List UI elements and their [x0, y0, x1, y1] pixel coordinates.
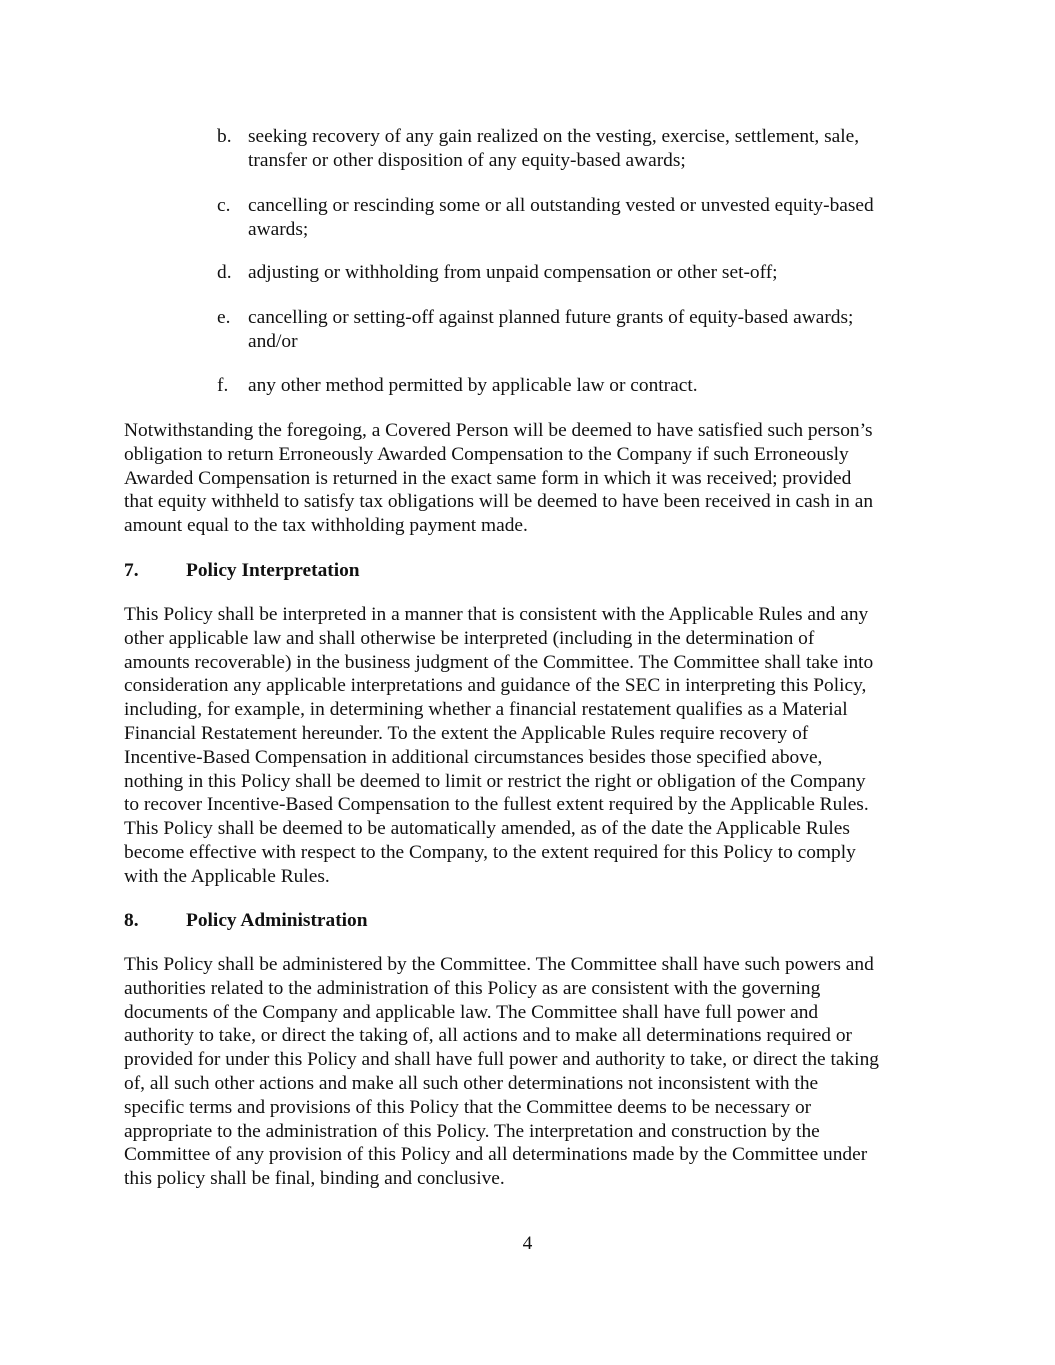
- text-line: appropriate to the administration of this Policy. The interpretation and construction by the: [124, 1120, 820, 1142]
- text-line: cancelling or rescinding some or all outstanding vested or unvested equity-based: [248, 195, 874, 216]
- text-line: documents of the Company and applicable law. The Committee shall have full power and: [124, 1001, 819, 1023]
- text-line: to recover Incentive-Based Compensation to the fullest extent required by the Applicable Rules.: [124, 794, 869, 816]
- paragraph-notwithstanding: [124, 419, 944, 538]
- list-marker: e.: [217, 307, 231, 328]
- text-line: authorities related to the administration of this Policy as are consistent with the governing: [124, 977, 821, 999]
- list-marker: f.: [217, 375, 229, 396]
- list-marker: c.: [217, 195, 231, 216]
- list-marker: b.: [217, 126, 232, 147]
- page-number: 4: [522, 1233, 533, 1254]
- text-line: become effective with respect to the Company, to the extent required for this Policy to comply: [124, 841, 856, 863]
- text-line: Incentive-Based Compensation in additional circumstances besides those specified above,: [124, 746, 823, 768]
- text-line: Committee of any provision of this Policy and all determinations made by the Committee under: [124, 1144, 868, 1166]
- text-line: cancelling or setting-off against planned future grants of equity-based awards;: [248, 307, 854, 328]
- text-line: amount equal to the tax withholding payment made.: [124, 515, 528, 537]
- text-line: awards;: [248, 218, 309, 240]
- text-line: seeking recovery of any gain realized on the vesting, exercise, settlement, sale,: [248, 126, 860, 147]
- text-line: and/or: [248, 330, 298, 352]
- text-line: including, for example, in determining whether a financial restatement qualifies as a Material: [124, 699, 848, 721]
- text-line: that equity withheld to satisfy tax obligations will be deemed to have been received in cash in an: [124, 491, 874, 513]
- section-number: 7.: [124, 560, 139, 581]
- text-line: any other method permitted by applicable law or contract.: [248, 375, 698, 396]
- text-line: specific terms and provisions of this Policy that the Committee deems to be necessary or: [124, 1096, 812, 1118]
- text-line: other applicable law and shall otherwise be interpreted (including in the determination of: [124, 627, 815, 649]
- text-line: authority to take, or direct the taking of, all actions and to make all determinations required or: [124, 1025, 852, 1047]
- text-line: Notwithstanding the foregoing, a Covered Person will be deemed to have satisfied such person’s: [124, 420, 873, 441]
- text-line: obligation to return Erroneously Awarded Compensation to the Company if such Erroneously: [124, 443, 849, 465]
- text-line: of, all such other actions and make all such other determinations not inconsistent with the: [124, 1072, 819, 1094]
- section-8-body: [124, 953, 944, 1191]
- text-line: consideration any applicable interpretations and guidance of the SEC in interpreting this Policy,: [124, 675, 867, 697]
- text-line: nothing in this Policy shall be deemed to limit or restrict the right or obligation of the Company: [124, 770, 866, 792]
- text-line: Awarded Compensation is returned in the exact same form in which it was received; provided: [124, 467, 852, 489]
- text-line: This Policy shall be administered by the Committee. The Committee shall have such powers and: [124, 954, 874, 975]
- text-line: This Policy shall be interpreted in a manner that is consistent with the Applicable Rules and any: [124, 604, 869, 625]
- list-marker: d.: [217, 262, 232, 283]
- section-title: Policy Interpretation: [186, 560, 360, 581]
- section-7-body: [124, 603, 944, 889]
- text-line: with the Applicable Rules.: [124, 865, 330, 887]
- text-line: transfer or other disposition of any equity-based awards;: [248, 149, 686, 171]
- text-line: amounts recoverable) in the business judgment of the Committee. The Committee shall take into: [124, 651, 874, 673]
- section-title: Policy Administration: [186, 910, 368, 931]
- text-line: This Policy shall be deemed to be automatically amended, as of the date the Applicable Rules: [124, 818, 850, 840]
- text-line: Financial Restatement hereunder. To the extent the Applicable Rules require recovery of: [124, 722, 809, 744]
- section-number: 8.: [124, 910, 139, 931]
- text-line: this policy shall be final, binding and conclusive.: [124, 1168, 505, 1190]
- text-line: adjusting or withholding from unpaid compensation or other set-off;: [248, 262, 778, 283]
- text-line: provided for under this Policy and shall have full power and authority to take, or direct the taking: [124, 1049, 879, 1071]
